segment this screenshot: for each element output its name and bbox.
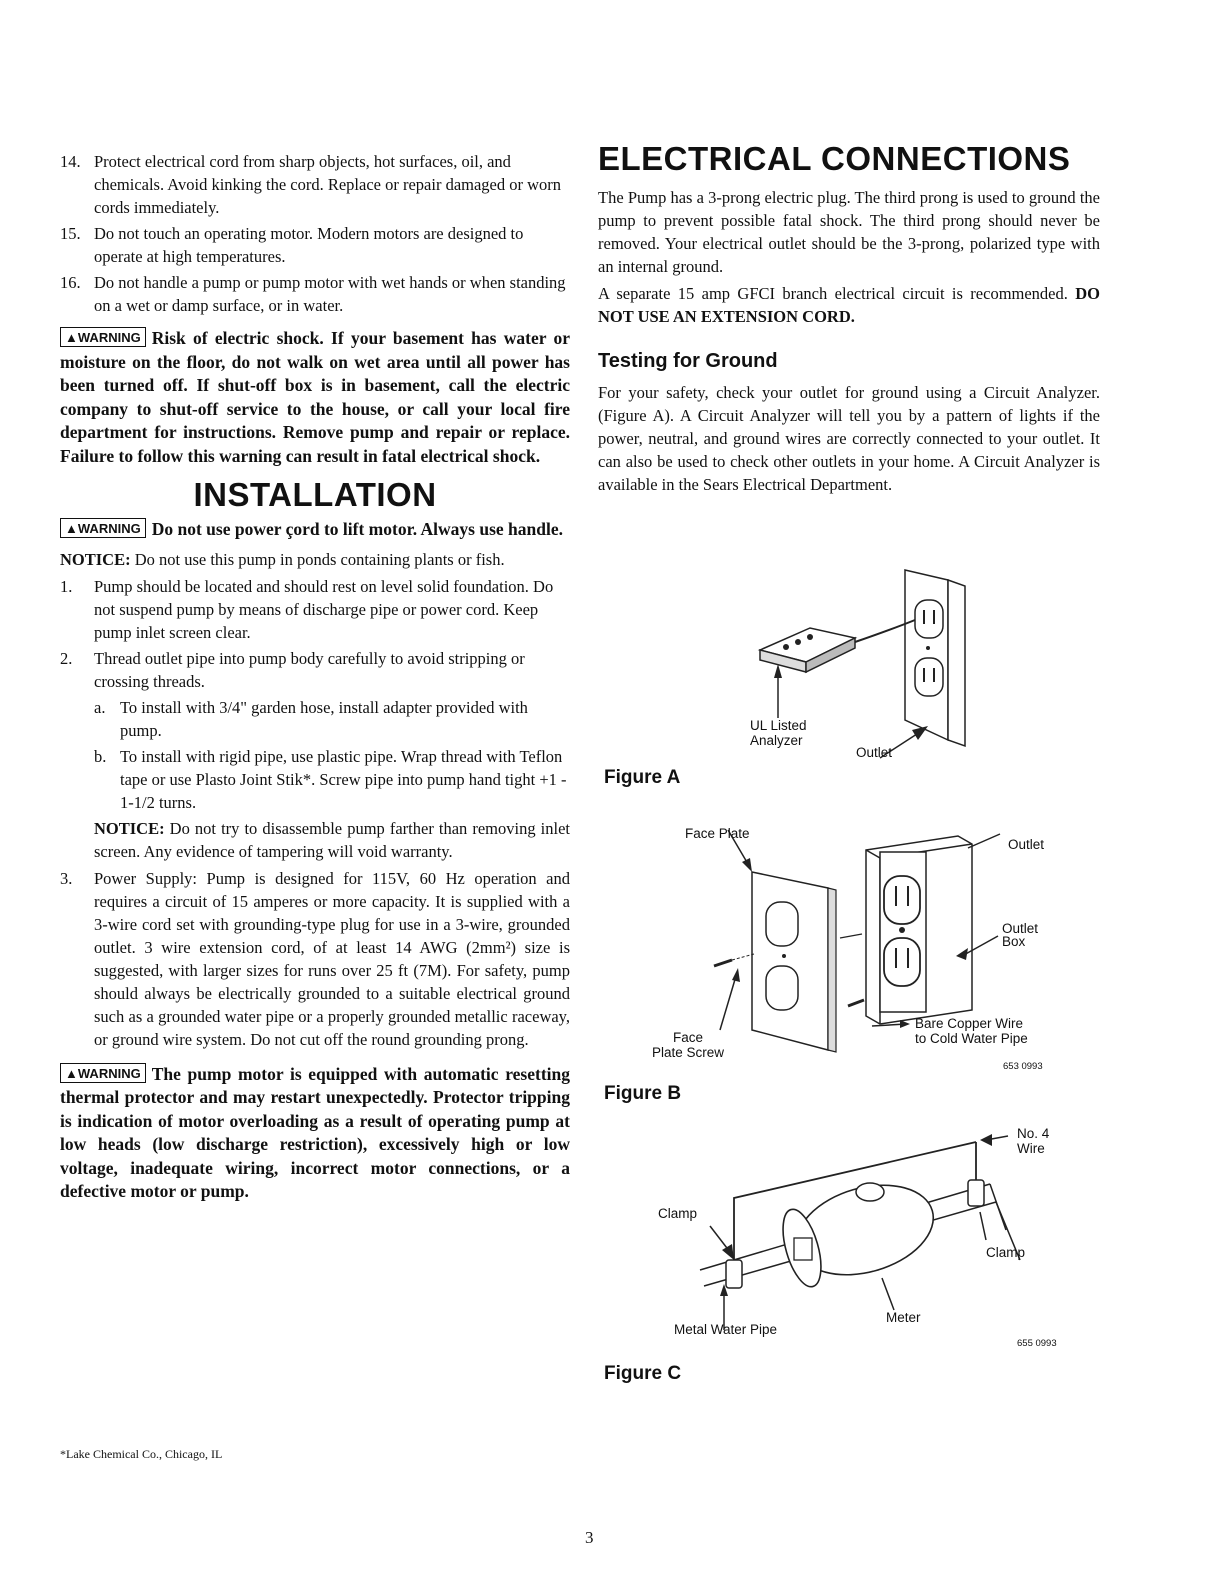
gfci-paragraph: A separate 15 amp GFCI branch electrical circuit is recommended. DO NOT USE AN EXTENSION CORD. [598, 284, 1101, 326]
figure-b-caption: Figure B [604, 1083, 682, 1104]
step-2a: a. To install with 3/4" garden hose, install adapter provided with pump. [94, 697, 528, 740]
notice-ponds: NOTICE: Do not use this pump in ponds containing plants or fish. [60, 549, 505, 569]
analyzer-paragraph: For your safety, check your outlet for ground using a Circuit Analyzer. (Figure A). A Circuit Analyzer will tell you by a pattern of lights if the power, neutral, and ground wires are correctly connected to your outlet. It can also be used to check other outlets in your home. A Circuit Analyzer is available in the Sears Electrical Department. [598, 383, 1100, 494]
figure-b-code: 653 0993 [1003, 1061, 1043, 1072]
warning-electric-shock: ▲WARNING Risk of electric shock. If your basement has water or moisture on the floor, do not walk on wet area until all power has been turned off. If shut-off box is in basement, call the electric company to shut-off service to the house, or call your local fire department for instructions. Remove pump and repair or replace. Failure to follow this warning can result in fatal electrical shock. [60, 328, 570, 466]
warning-badge: ▲WARNING [60, 1063, 146, 1083]
clamp-left-label: Clamp [658, 1206, 698, 1221]
clamp-right-label: Clamp [986, 1245, 1026, 1260]
warning-triangle-icon: ▲ [65, 1065, 78, 1081]
ul-analyzer-label: UL Listed Analyzer [750, 718, 807, 748]
no4-wire-label: No. 4 Wire [1017, 1126, 1050, 1156]
notice-disassemble: NOTICE: Do not try to disassemble pump farther than removing inlet screen. Any evidence of tampering will void warranty. [94, 818, 571, 861]
face-plate-screw-label: Face Plate Screw [652, 1030, 725, 1060]
step-1: 1. Pump should be located and should rest on level solid foundation. Do not suspend pump by means of discharge pipe or power cord. Keep pump inlet screen clear. [60, 576, 554, 642]
figure-c-diagram [690, 1120, 1040, 1330]
step-2b: b. To install with rigid pipe, use plastic pipe. Wrap thread with Teflon tape or use Plasto Joint Stik*. Screw pipe into pump hand tight +1 - 1-1/2 turns. [94, 746, 567, 812]
list-item: 14. Protect electrical cord from sharp objects, hot surfaces, oil, and chemicals. Avoid kinking the cord. Replace or repair damaged or worn cords immediately. [60, 152, 562, 217]
face-plate-label: Face Plate [685, 826, 750, 841]
list-item: 16. Do not handle a pump or pump motor with wet hands or when standing on a wet or damp surface, or in water. [60, 273, 566, 315]
electrical-connections-heading: ELECTRICAL CONNECTIONS [598, 140, 1071, 177]
step-3: 3. Power Supply: Pump is designed for 115V, 60 Hz operation and requires a circuit of 15 amperes or more capacity. It is supplied with a 3-wire cord set with grounding-type plug for use in a 3-wire, grounded outlet. 3 wire extension cord, of at least 14 AWG (2mm²) size is suggested, with larger sizes for runs over 25 ft (7M). For safety, pump should always be electrically grounded to a suitable electrical ground such as a grounded water pipe or a properly grounded metallic raceway, or ground wire system. Do not cut off the round grounding prong. [60, 868, 570, 1049]
figure-c-code: 655 0993 [1017, 1338, 1057, 1349]
warning-thermal-protector: ▲WARNING The pump motor is equipped with automatic resetting thermal protector and may restart unexpectedly. Protector tripping is indication of motor overloading as a result of operating pump at low heads (low discharge restriction), excessively high or low voltage, inadequate wiring, incorrect motor connections, or a defective motor or pump. [60, 1063, 570, 1201]
warning-triangle-icon: ▲ [65, 330, 78, 345]
page-number: 3 [585, 1528, 594, 1547]
figure-a-caption: Figure A [604, 767, 681, 788]
step-2: 2. Thread outlet pipe into pump body carefully to avoid stripping or crossing threads. [60, 648, 525, 691]
plug-paragraph: The Pump has a 3-prong electric plug. The third prong is used to ground the pump to prevent possible fatal shock. The third prong should never be removed. Your electrical outlet should be the 3-prong, polarized type with an internal ground. [598, 188, 1100, 276]
metal-water-pipe-label: Metal Water Pipe [674, 1322, 778, 1337]
bare-copper-wire-label: Bare Copper Wire to Cold Water Pipe [915, 1016, 1028, 1046]
testing-ground-heading: Testing for Ground [598, 350, 778, 372]
figure-c-caption: Figure C [604, 1363, 682, 1384]
warning-triangle-icon: ▲ [65, 521, 78, 536]
warning-power-cord: ▲WARNING Do not use power çord to lift motor. Always use handle. [60, 518, 570, 542]
meter-label: Meter [886, 1310, 921, 1325]
outlet-label: Outlet [1008, 837, 1045, 852]
left-column [60, 150, 570, 1210]
outlet-box-label: Outlet Box [1002, 921, 1039, 949]
outlet-label: Outlet [856, 745, 893, 760]
warning-badge: ▲WARNING [60, 518, 146, 538]
list-item: 15. Do not touch an operating motor. Modern motors are designed to operate at high temperatures. [60, 224, 524, 266]
warning-badge: ▲WARNING [60, 327, 146, 347]
installation-heading: INSTALLATION [193, 476, 437, 513]
right-column [598, 140, 1100, 500]
footnote: *Lake Chemical Co., Chicago, IL [60, 1447, 223, 1461]
